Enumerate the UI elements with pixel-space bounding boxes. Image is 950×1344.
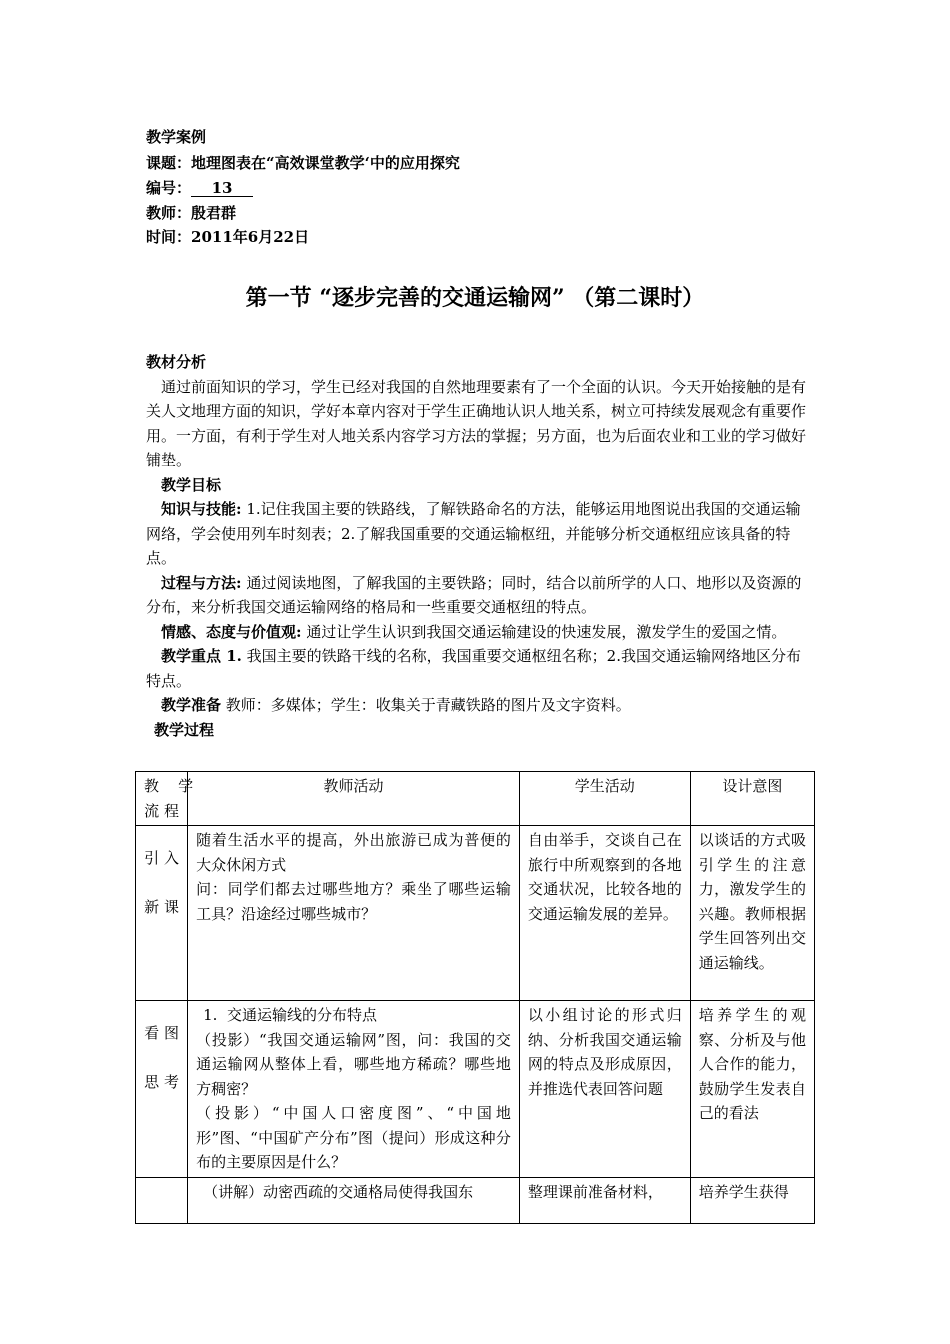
process-table — [135, 771, 815, 1224]
intent-cell: 以谈话的方式吸引学生的注意力，激发学生的兴趣。教师根据学生回答列出交通运输线。 — [690, 826, 814, 1001]
student-cell: 自由举手，交谈自己在旅行中所观察到的各地交通状况，比较各地的交通运输发展的差异。 — [519, 826, 690, 1001]
table-row — [136, 826, 815, 1001]
goal-emotion — [146, 620, 811, 645]
teacher-cell — [188, 826, 520, 1001]
teacher-line: 随着生活水平的提高，外出旅游已成为普便的大众休闲方式 — [196, 831, 511, 874]
number-line — [146, 180, 253, 197]
preparation-label: 教学准备 — [161, 696, 222, 714]
goal-process — [146, 571, 811, 620]
header-teacher: 教师活动 — [188, 772, 520, 826]
teacher-line: （投影）“中国人口密度图”、“中国地形”图、“中国矿产分布”图（提问）形成这种分布的主要原因是什么？ — [196, 1104, 511, 1171]
time-line — [146, 229, 309, 245]
student-cell: 整理课前准备材料， — [519, 1177, 690, 1223]
goal-knowledge — [146, 497, 811, 571]
header-flow-top: 教 学 — [144, 777, 194, 795]
topic-text: 地理图表在“高效课堂教学‘中的应用探究 — [191, 154, 460, 172]
teacher-cell — [188, 1177, 520, 1223]
goal-process-label: 过程与方法: — [161, 573, 242, 592]
stage-b: 新 课 — [144, 897, 179, 916]
lesson-body — [146, 350, 811, 742]
teacher-line: （讲解）动密西疏的交通格局使得我国东 — [203, 1182, 474, 1201]
teacher-cell — [188, 1001, 520, 1178]
header-flow — [136, 772, 194, 826]
teacher-name: 殷君群 — [191, 204, 237, 222]
preparation — [146, 693, 811, 718]
header-student: 学生活动 — [519, 772, 690, 826]
stage-a: 引 入 — [144, 849, 179, 867]
teacher-line: 问：同学们都去过哪些地方？乘坐了哪些运输工具？沿途经过哪些城市？ — [196, 880, 511, 923]
goal-knowledge-label: 知识与技能: — [161, 500, 242, 518]
teacher-line: 1. 交通运输线的分布特点 — [203, 1006, 377, 1024]
preparation-text: 教师：多媒体；学生：收集关于青藏铁路的图片及文字资料。 — [221, 696, 631, 714]
teacher-line — [146, 205, 236, 221]
teacher-line: （投影）“我国交通运输网”图，问：我国的交通运输网从整体上看，哪些地方稀疏？哪些地方稠密？ — [196, 1030, 511, 1098]
table-row — [136, 1177, 815, 1223]
student-cell: 以小组讨论的形式归纳、分析我国交通运输网的特点及形成原因，并推选代表回答问题 — [519, 1001, 690, 1178]
table-row — [136, 1001, 815, 1178]
stage-b: 思 考 — [144, 1072, 179, 1091]
process-heading: 教学过程 — [154, 720, 215, 739]
analysis-heading: 教材分析 — [146, 353, 207, 371]
stage-a: 看 图 — [144, 1024, 179, 1042]
stage-cell — [136, 826, 188, 1001]
teacher-label: 教师： — [146, 204, 192, 222]
header-intent: 设计意图 — [690, 772, 814, 826]
time-label: 时间： — [146, 228, 192, 246]
header-flow-bottom: 流 程 — [144, 801, 179, 820]
analysis-text: 通过前面知识的学习，学生已经对我国的自然地理要素有了一个全面的认识。今天开始接触的是有关人文地理方面的知识，学好本章内容对于学生正确地认识人地关系，树立可持续发展观念有重要作用。一方面，有利于学生对人地关系内容学习方法的掌握；另方面，也为后面农业和工业的学习做好铺垫。 — [146, 377, 807, 469]
key-points-label: 教学重点 1. — [161, 647, 242, 665]
topic-line — [146, 155, 460, 171]
intent-cell: 培养学生获得 — [690, 1177, 814, 1223]
number-value: 13 — [191, 180, 253, 197]
key-points-text: 我国主要的铁路干线的名称，我国重要交通枢纽名称；2.我国交通运输网络地区分布特点。 — [146, 647, 801, 690]
topic-label: 课题： — [146, 154, 192, 172]
case-label: 教学案例 — [146, 128, 207, 146]
goal-knowledge-text: 1.记住我国主要的铁路线，了解铁路命名的方法，能够运用地图说出我国的交通运输网络，学会使用列车时刻表；2.了解我国重要的交通运输枢纽，并能够分析交通枢纽应该具备的特点。 — [146, 500, 801, 567]
table-header-row — [136, 772, 815, 826]
goal-emotion-text: 通过让学生认识到我国交通运输建设的快速发展，激发学生的爱国之情。 — [301, 622, 787, 641]
number-label: 编号： — [146, 179, 192, 197]
goals-heading: 教学目标 — [161, 475, 222, 494]
stage-cell — [136, 1001, 188, 1178]
intent-cell: 培养学生的观察、分析及与他人合作的能力，鼓励学生发表自己的看法 — [690, 1001, 814, 1178]
goal-process-text: 通过阅读地图，了解我国的主要铁路；同时，结合以前所学的人口、地形以及资源的分布，来分析我国交通运输网络的格局和一些重要交通枢纽的特点。 — [146, 573, 802, 616]
goal-emotion-label: 情感、态度与价值观: — [161, 622, 302, 641]
time-value: 2011年6月22日 — [191, 228, 310, 246]
stage-cell — [136, 1177, 188, 1223]
lesson-title: 第一节 “逐步完善的交通运输网” （第二课时） — [245, 285, 705, 311]
key-points — [146, 644, 811, 693]
